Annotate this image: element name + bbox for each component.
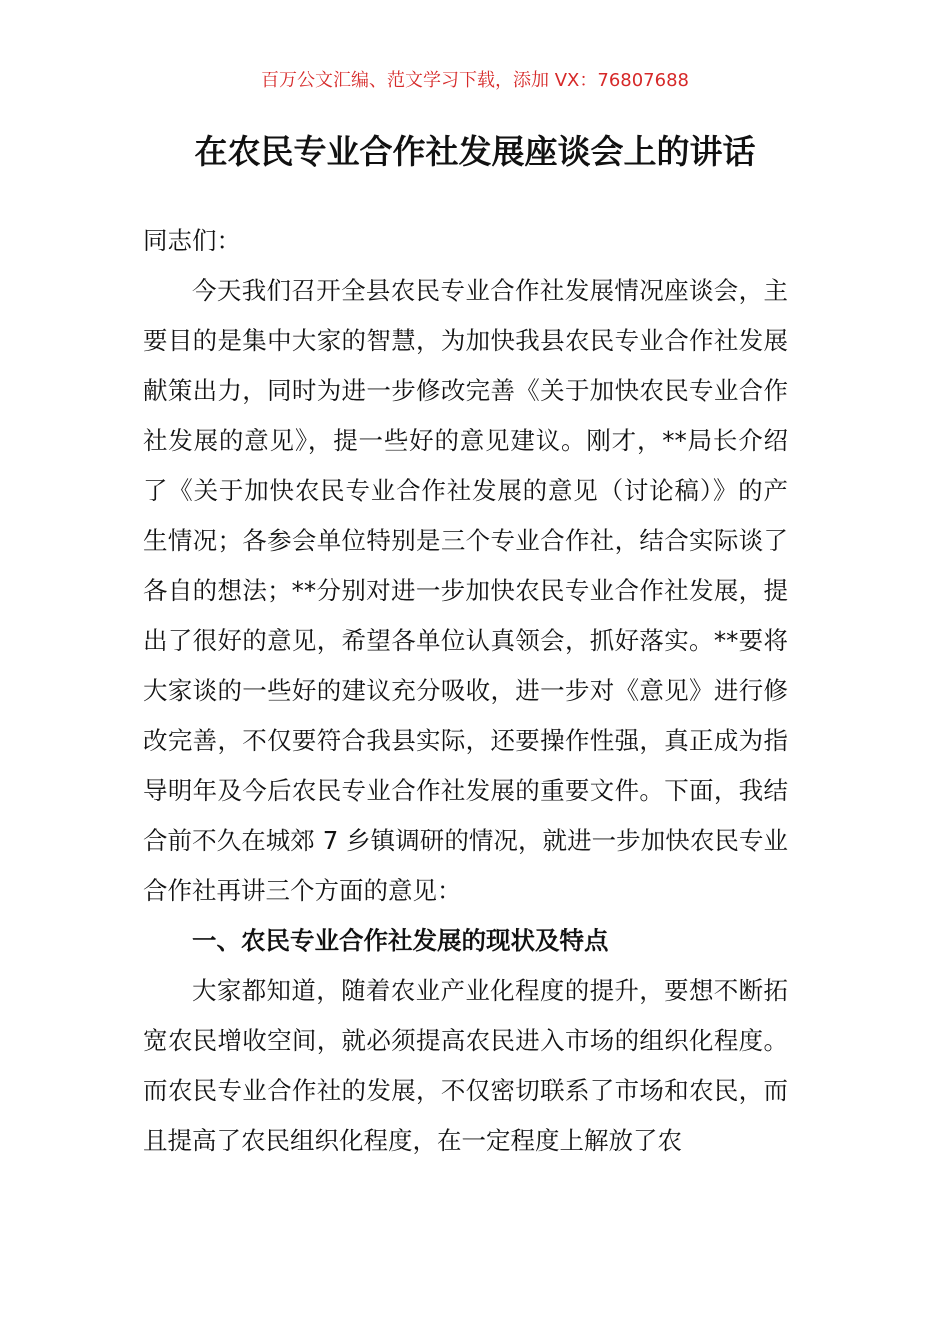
intro-paragraph: 今天我们召开全县农民专业合作社发展情况座谈会，主要目的是集中大家的智慧，为加快我县农民专业合作社发展献策出力，同时为进一步修改完善《关于加快农民专业合作社发展的意见》，提一些好的意见建议。刚才，**局长介绍了《关于加快农民专业合作社发展的意见（讨论稿）》的产生情况；各参会单位特别是三个专业合作社，结合实际谈了各自的想法；**分别对进一步加快农民专业合作社发展，提出了很好的意见，希望各单位认真领会，抓好落实。**要将大家谈的一些好的建议充分吸收，进一步对《意见》进行修改完善，不仅要符合我县实际，还要操作性强，真正成为指导明年及今后农民专业合作社发展的重要文件。下面，我结合前不久在城郊 7 乡镇调研的情况，就进一步加快农民专业合作社再讲三个方面的意见： [143, 276, 788, 905]
section-paragraph-1: 大家都知道，随着农业产业化程度的提升，要想不断拓宽农民增收空间，就必须提高农民进入市场的组织化程度。而农民专业合作社的发展，不仅密切联系了市场和农民，而且提高了农民组织化程度，在一定程度上解放了农 [143, 976, 788, 1155]
section-heading-1: 一、农民专业合作社发展的现状及特点 [192, 926, 609, 955]
document-title: 在农民专业合作社发展座谈会上的讲话 [194, 132, 756, 171]
document-body [143, 216, 788, 1166]
salutation: 同志们： [143, 226, 241, 255]
watermark-text: 百万公文汇编、范文学习下载，添加 VX：76807688 [261, 70, 689, 91]
